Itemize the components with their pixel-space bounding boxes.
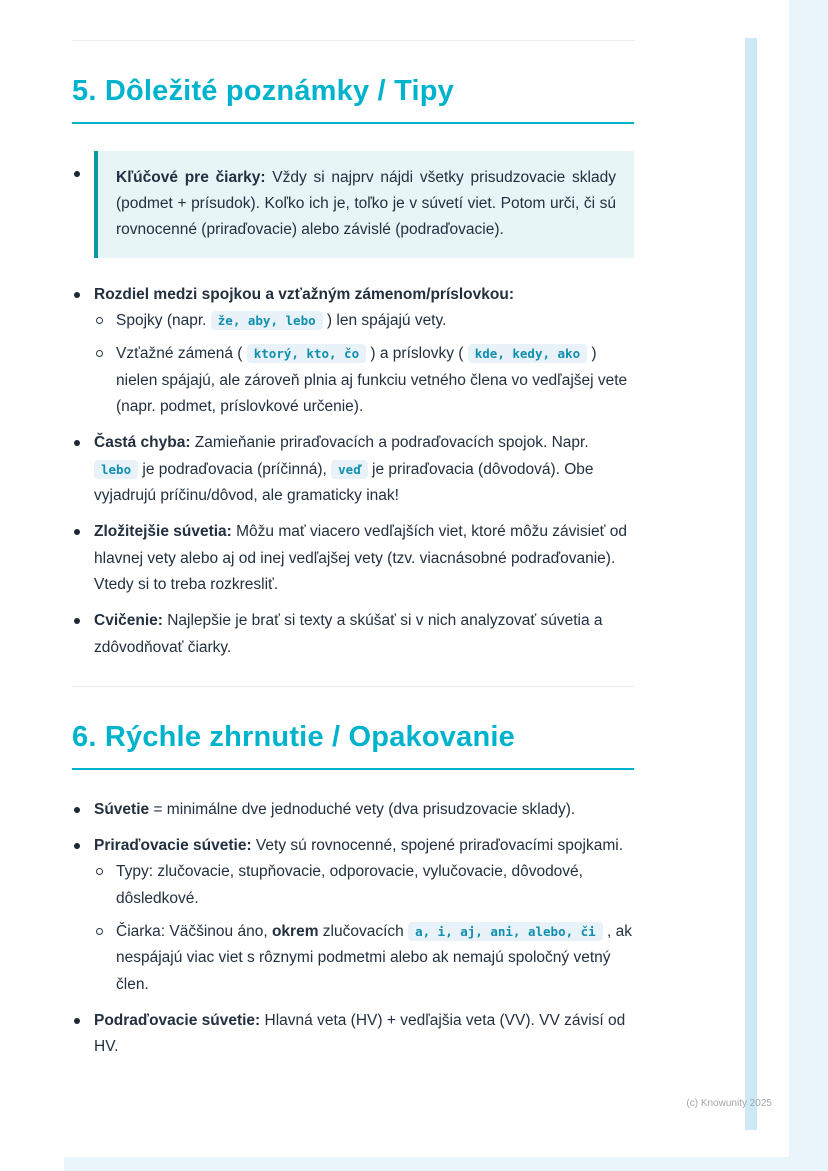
text: Zamieňanie priraďovacích a podraďovacích spojok. Napr. — [190, 434, 589, 452]
bold-text: Častá chyba: — [94, 434, 191, 452]
list-item-text — [94, 523, 627, 593]
text: Najlepšie je brať si texty a skúšať si v nich analyzovať súvetia a zdôvodňovať čiarky. — [94, 612, 603, 656]
sub-list-item-text — [116, 923, 632, 993]
top-divider — [72, 40, 634, 41]
text: Čiarka: Väčšinou áno, — [116, 922, 272, 940]
text: Vzťažné zámená ( — [116, 345, 247, 363]
bold-text: Súvetie — [94, 801, 150, 819]
text: = minimálne dve jednoduché vety (dva prisudzovacie sklady). — [149, 801, 576, 819]
sub-bullet-marker — [96, 928, 103, 935]
text: Hlavná veta (HV) + vedľajšia veta (VV). VV závisí od HV. — [94, 1011, 626, 1056]
bold-text: Podraďovacie súvetie: — [94, 1011, 261, 1029]
bullet-marker — [74, 843, 80, 849]
section-6-title-underline — [72, 768, 634, 770]
list-item — [72, 282, 634, 421]
bullet-marker — [74, 440, 80, 446]
sub-list-item — [94, 308, 634, 335]
bullet-marker — [74, 618, 80, 624]
section-6-title: 6. Rýchle zhrnutie / Opakovanie — [72, 721, 515, 754]
section-6-list — [72, 797, 634, 1061]
text: ) len spájajú vety. — [322, 312, 447, 330]
sub-list-item — [94, 919, 634, 999]
text: Typy: zlučovacie, stupňovacie, odporovacie, vylučovacie, dôvodové, dôsledkové. — [116, 863, 583, 908]
list-item-text — [94, 801, 575, 818]
page-edge-decoration-right — [789, 0, 828, 1171]
bold-text: Cvičenie: — [94, 612, 163, 630]
inline-code-chip: lebo — [94, 460, 138, 479]
bold-text: Rozdiel medzi spojkou a vzťažným zámenom/príslovkou: — [94, 285, 514, 303]
list-item — [72, 519, 634, 599]
section-5-list — [72, 282, 634, 662]
sub-bullet-marker — [96, 350, 103, 357]
bold-text: Zložitejšie súvetia: — [94, 523, 232, 541]
text: Spojky (napr. — [116, 312, 211, 330]
text: Môžu mať viacero vedľajších viet, ktoré môžu závisieť od hlavnej vety alebo aj od inej vedľajšej vety (tzv. viacnásobné podraďovanie). Vtedy si to treba rozkresliť. — [94, 523, 628, 594]
sub-list — [94, 859, 634, 998]
sub-list-item-text — [116, 863, 583, 907]
sub-list — [94, 308, 634, 421]
text: je priraďovacia (dôvodová). Obe vyjadrujú príčinu/dôvod, ale gramaticky inak! — [94, 460, 594, 505]
list-item-text — [94, 434, 594, 504]
list-item-text — [94, 1012, 625, 1056]
text: Vždy si najprv nájdi všetky prisudzovacie sklady (podmet + prísudok). Koľko ich je, toľko je v súvetí viet. Potom urči, či sú rovnocenné (priraďovacie) alebo závislé (podraďovacie). — [116, 168, 616, 239]
bullet-marker — [74, 529, 80, 535]
text: , ak nespájajú viac viet s rôznymi podmetmi alebo ak nemajú spoločný vetný člen. — [116, 922, 633, 994]
page-content — [72, 0, 634, 1070]
list-item-text — [94, 612, 603, 656]
section-5 — [72, 74, 634, 661]
sub-list-item-text — [116, 345, 627, 415]
list-item — [72, 1008, 634, 1061]
list-item-text — [94, 286, 514, 303]
page-edge-decoration-bottom — [64, 1157, 828, 1171]
copyright-footer: (c) Knowunity 2025 — [686, 1098, 772, 1109]
bold-text: Priraďovacie súvetie: — [94, 836, 252, 854]
section-5-title-underline — [72, 122, 634, 124]
list-item-text — [94, 837, 623, 854]
section-divider — [72, 686, 634, 687]
sub-list-item-text — [116, 312, 446, 329]
list-item — [72, 833, 634, 999]
section-5-title: 5. Dôležité poznámky / Tipy — [72, 75, 454, 107]
text: zlučovacích — [318, 922, 409, 940]
inline-code-chip: kde, kedy, ako — [468, 344, 587, 363]
bullet-marker — [74, 807, 80, 813]
list-item — [72, 797, 634, 824]
bullet-marker — [74, 171, 80, 177]
section-6 — [72, 720, 634, 1061]
text: je podraďovacia (príčinná), — [138, 460, 332, 478]
text: ) a príslovky ( — [366, 345, 468, 363]
bullet-marker — [74, 1018, 80, 1024]
inline-code-chip: že, aby, lebo — [211, 311, 323, 330]
text: Vety sú rovnocenné, spojené priraďovacími spojkami. — [251, 836, 624, 854]
inline-code-chip: ktorý, kto, čo — [247, 344, 366, 363]
list-item — [72, 430, 634, 510]
callout-text — [116, 169, 616, 239]
sub-bullet-marker — [96, 317, 103, 324]
sub-bullet-marker — [96, 868, 103, 875]
text: ) nielen spájajú, ale zároveň plnia aj funkciu vetného člena vo vedľajšej vete (napr. podmet, príslovkové určenie). — [116, 345, 628, 416]
sub-list-item — [94, 859, 634, 912]
bold-text: okrem — [271, 922, 319, 940]
sub-list-item — [94, 341, 634, 421]
bold-text: Kľúčové pre čiarky: — [116, 168, 266, 186]
callout-list-item — [72, 151, 634, 258]
next-page-edge-strip — [745, 38, 757, 1130]
inline-code-chip: veď — [331, 460, 368, 479]
key-tip-callout — [94, 151, 634, 258]
bullet-marker — [74, 292, 80, 298]
inline-code-chip: a, i, aj, ani, alebo, či — [408, 922, 603, 941]
list-item — [72, 608, 634, 661]
